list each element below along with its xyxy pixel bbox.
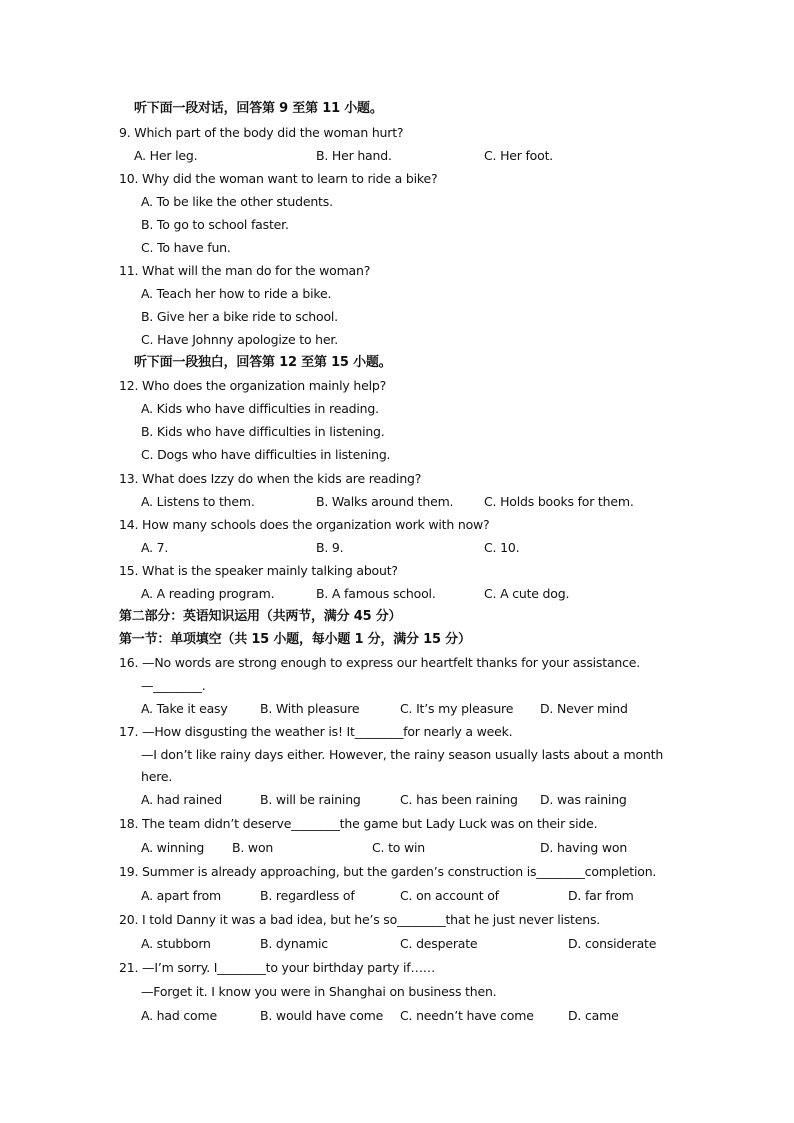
- question-11-option-a: A. Teach her how to ride a bike.: [141, 286, 332, 301]
- question-9-option-c: C. Her foot.: [484, 148, 554, 163]
- question-14-option-b: B. 9.: [316, 540, 344, 555]
- question-20-stem: 20. I told Danny it was a bad idea, but he’s so________that he just never listens.: [119, 912, 601, 927]
- question-17-option-a: A. had rained: [141, 792, 222, 807]
- question-17-option-b: B. will be raining: [260, 792, 361, 807]
- question-19-option-b: B. regardless of: [260, 888, 355, 903]
- question-12-option-c: C. Dogs who have difficulties in listening.: [141, 447, 391, 462]
- question-13-option-b: B. Walks around them.: [316, 494, 454, 509]
- question-11-option-b: B. Give her a bike ride to school.: [141, 309, 338, 324]
- question-21-option-d: D. came: [568, 1008, 619, 1023]
- question-17-stem: 17. —How disgusting the weather is! It________for nearly a week.: [119, 724, 513, 739]
- question-18-option-b: B. won: [232, 840, 274, 855]
- part-two-section-one-header: 第一节：单项填空（共 15 小题，每小题 1 分，满分 15 分）: [119, 632, 471, 647]
- question-17-option-d: D. was raining: [540, 792, 627, 807]
- question-21-stem: 21. —I’m sorry. I________to your birthday party if……: [119, 960, 436, 975]
- question-12-option-a: A. Kids who have difficulties in reading.: [141, 401, 379, 416]
- question-20-option-a: A. stubborn: [141, 936, 211, 951]
- question-13-option-c: C. Holds books for them.: [484, 494, 634, 509]
- question-16-option-d: D. Never mind: [540, 701, 628, 716]
- question-21-option-c: C. needn’t have come: [400, 1008, 534, 1023]
- question-9-stem: 9. Which part of the body did the woman hurt?: [119, 125, 404, 140]
- question-10-option-b: B. To go to school faster.: [141, 217, 289, 232]
- question-11-stem: 11. What will the man do for the woman?: [119, 263, 371, 278]
- question-19-option-d: D. far from: [568, 888, 634, 903]
- question-18-option-c: C. to win: [372, 840, 426, 855]
- question-16-stem: 16. —No words are strong enough to express our heartfelt thanks for your assistance.: [119, 655, 641, 670]
- question-12-stem: 12. Who does the organization mainly help?: [119, 378, 387, 393]
- question-15-stem: 15. What is the speaker mainly talking about?: [119, 563, 398, 578]
- question-15-option-a: A. A reading program.: [141, 586, 275, 601]
- question-12-option-b: B. Kids who have difficulties in listening.: [141, 424, 385, 439]
- section-header-dialogue: 听下面一段对话，回答第 9 至第 11 小题。: [134, 101, 383, 116]
- question-17-reply-line-2: here.: [141, 769, 173, 784]
- question-10-option-a: A. To be like the other students.: [141, 194, 333, 209]
- question-16-option-b: B. With pleasure: [260, 701, 360, 716]
- question-10-stem: 10. Why did the woman want to learn to ride a bike?: [119, 171, 438, 186]
- question-14-option-c: C. 10.: [484, 540, 520, 555]
- question-14-option-a: A. 7.: [141, 540, 169, 555]
- question-16-option-a: A. Take it easy: [141, 701, 228, 716]
- question-19-stem: 19. Summer is already approaching, but the garden’s construction is________completion.: [119, 864, 657, 879]
- question-18-stem: 18. The team didn’t deserve________the game but Lady Luck was on their side.: [119, 816, 598, 831]
- question-19-option-c: C. on account of: [400, 888, 499, 903]
- question-10-option-c: C. To have fun.: [141, 240, 231, 255]
- question-17-option-c: C. has been raining: [400, 792, 518, 807]
- section-header-monologue: 听下面一段独白，回答第 12 至第 15 小题。: [134, 355, 392, 370]
- question-18-option-d: D. having won: [540, 840, 628, 855]
- question-11-option-c: C. Have Johnny apologize to her.: [141, 332, 338, 347]
- question-19-option-a: A. apart from: [141, 888, 222, 903]
- question-9-option-b: B. Her hand.: [316, 148, 392, 163]
- question-13-stem: 13. What does Izzy do when the kids are reading?: [119, 471, 422, 486]
- question-16-option-c: C. It’s my pleasure: [400, 701, 514, 716]
- question-20-option-b: B. dynamic: [260, 936, 328, 951]
- question-13-option-a: A. Listens to them.: [141, 494, 255, 509]
- question-20-option-d: D. considerate: [568, 936, 657, 951]
- question-21-option-a: A. had come: [141, 1008, 217, 1023]
- question-16-reply: —________.: [141, 678, 206, 693]
- question-15-option-b: B. A famous school.: [316, 586, 436, 601]
- question-21-option-b: B. would have come: [260, 1008, 384, 1023]
- question-17-reply-line-1: —I don’t like rainy days either. However, the rainy season usually lasts about a month: [141, 747, 664, 762]
- question-9-option-a: A. Her leg.: [134, 148, 198, 163]
- question-21-reply: —Forget it. I know you were in Shanghai on business then.: [141, 984, 497, 999]
- question-20-option-c: C. desperate: [400, 936, 478, 951]
- question-18-option-a: A. winning: [141, 840, 205, 855]
- question-15-option-c: C. A cute dog.: [484, 586, 570, 601]
- question-14-stem: 14. How many schools does the organization work with now?: [119, 517, 490, 532]
- part-two-header: 第二部分：英语知识运用（共两节，满分 45 分）: [119, 609, 402, 624]
